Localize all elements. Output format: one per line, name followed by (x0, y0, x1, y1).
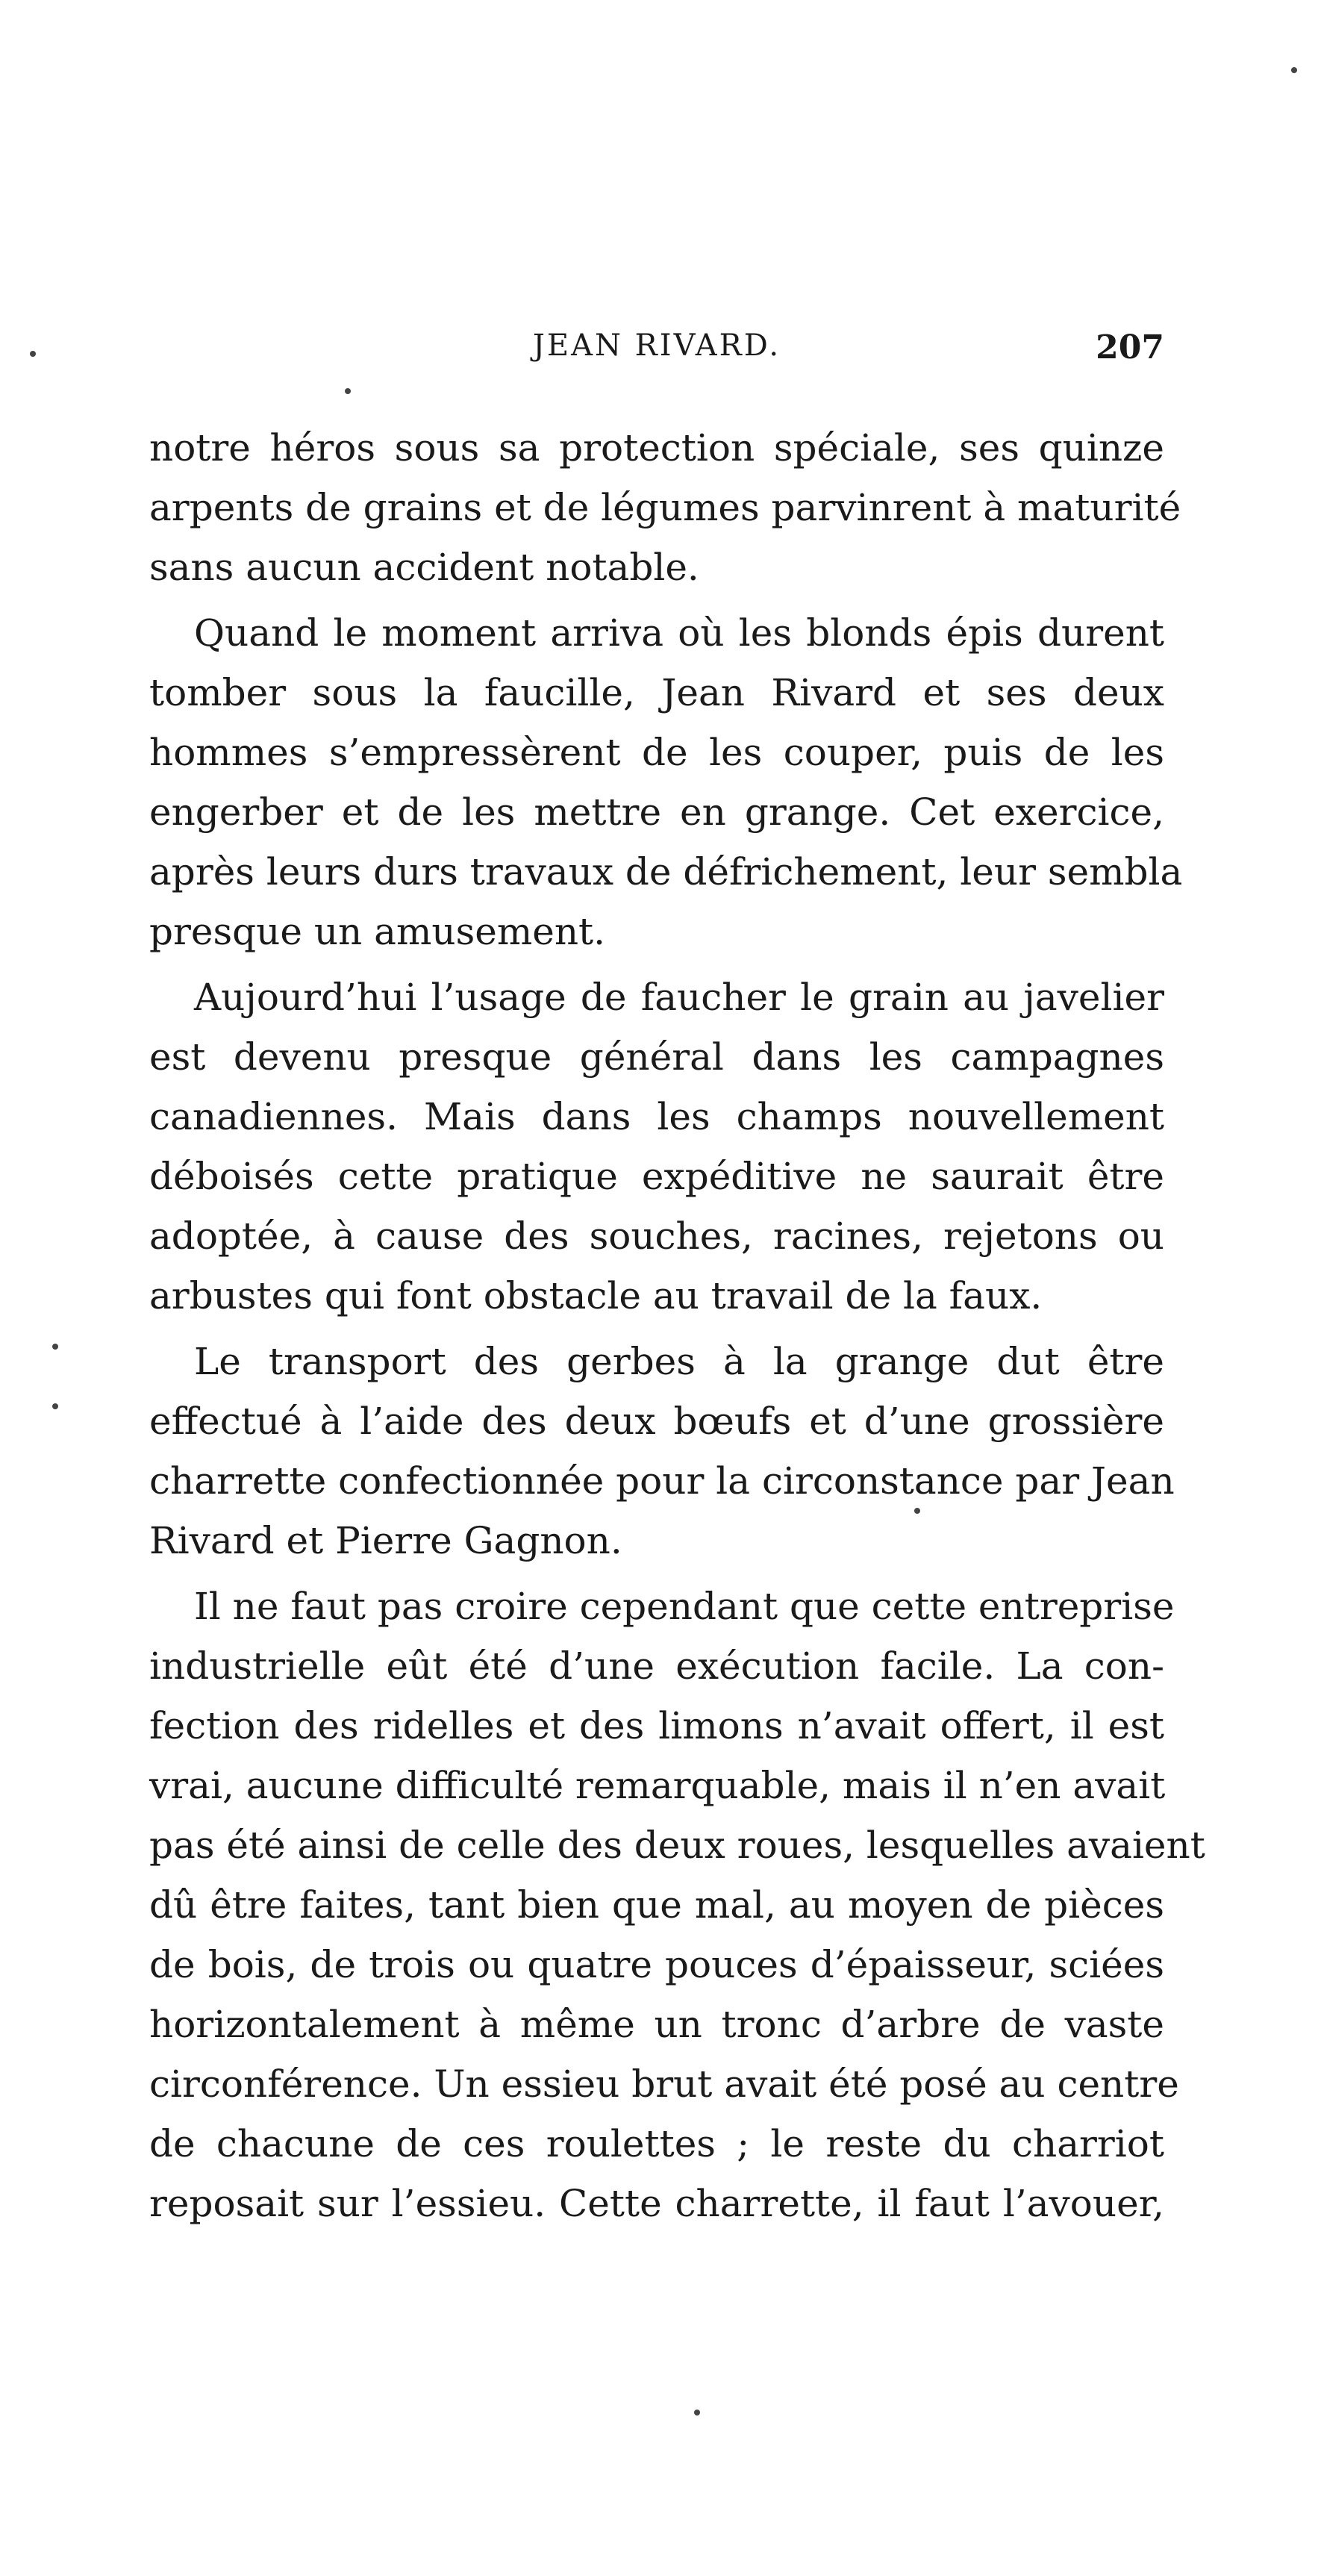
text-line: presque un amusement. (149, 910, 606, 953)
text-line: charrette confectionnée pour la circonstance par Jean (149, 1459, 1175, 1503)
text-line: Il ne faut pas croire cependant que cette entreprise (194, 1585, 1175, 1628)
text-line: Quand le moment arriva où les blonds épis durent (194, 611, 1164, 655)
scan-speck (694, 2410, 700, 2416)
text-line: après leurs durs travaux de défrichement, leur sembla (149, 850, 1183, 894)
scan-speck (52, 1344, 58, 1350)
text-line: tomber sous la faucille, Jean Rivard et ses deux (149, 671, 1164, 714)
text-line: fection des ridelles et des limons n’avait offert, il est (149, 1704, 1164, 1747)
text-line: de chacune de ces roulettes ; le reste du charriot (149, 2122, 1164, 2165)
text-line: adoptée, à cause des souches, racines, rejetons ou (149, 1214, 1164, 1258)
page-header (149, 328, 1164, 388)
text-line: arpents de grains et de légumes parvinrent à maturité (149, 486, 1181, 529)
body-text (149, 418, 1205, 2233)
text-line: Aujourd’hui l’usage de faucher le grain au javelier (194, 976, 1164, 1019)
text-line: de bois, de trois ou quatre pouces d’épaisseur, sciées (149, 1943, 1164, 1986)
paragraph-4 (149, 1332, 1175, 1571)
text-line: dû être faites, tant bien que mal, au moyen de pièces (149, 1883, 1164, 1927)
text-line: vrai, aucune difficulté remarquable, mais il n’en avait (149, 1764, 1166, 1807)
text-line: pas été ainsi de celle des deux roues, lesquelles avaient (149, 1824, 1205, 1867)
text-line: hommes s’empressèrent de les couper, puis de les (149, 731, 1164, 774)
scan-speck (30, 351, 36, 357)
scan-speck (914, 1508, 920, 1514)
text-line: Rivard et Pierre Gagnon. (149, 1519, 622, 1562)
text-line: horizontalement à même un tronc d’arbre de vaste (149, 2003, 1164, 2046)
text-line: engerber et de les mettre en grange. Cet exercice, (149, 790, 1164, 834)
scan-speck (1291, 67, 1297, 73)
scan-speck (345, 388, 351, 394)
text-line: Le transport des gerbes à la grange dut être (194, 1340, 1164, 1383)
text-line: arbustes qui font obstacle au travail de la faux. (149, 1274, 1043, 1317)
paragraph-3 (149, 967, 1164, 1326)
text-line: reposait sur l’essieu. Cette charrette, il faut l’avouer, (149, 2182, 1164, 2225)
text-line: industrielle eût été d’une exécution facile. La con- (149, 1644, 1164, 1688)
text-line: canadiennes. Mais dans les champs nouvellement (149, 1095, 1164, 1138)
text-line: notre héros sous sa protection spéciale, ses quinze (149, 426, 1164, 470)
paragraph-1 (149, 418, 1181, 597)
paragraph-5 (149, 1577, 1205, 2233)
text-line: sans aucun accident notable. (149, 546, 699, 589)
text-line: déboisés cette pratique expéditive ne saurait être (149, 1155, 1164, 1198)
text-line: est devenu presque général dans les campagnes (149, 1035, 1164, 1079)
text-line: circonférence. Un essieu brut avait été posé au centre (149, 2062, 1179, 2106)
scan-speck (52, 1403, 58, 1409)
running-head: JEAN RIVARD. (532, 328, 781, 363)
paragraph-2 (149, 603, 1183, 961)
page-number: 207 (1096, 328, 1164, 367)
text-line: effectué à l’aide des deux bœufs et d’une grossière (149, 1400, 1164, 1443)
